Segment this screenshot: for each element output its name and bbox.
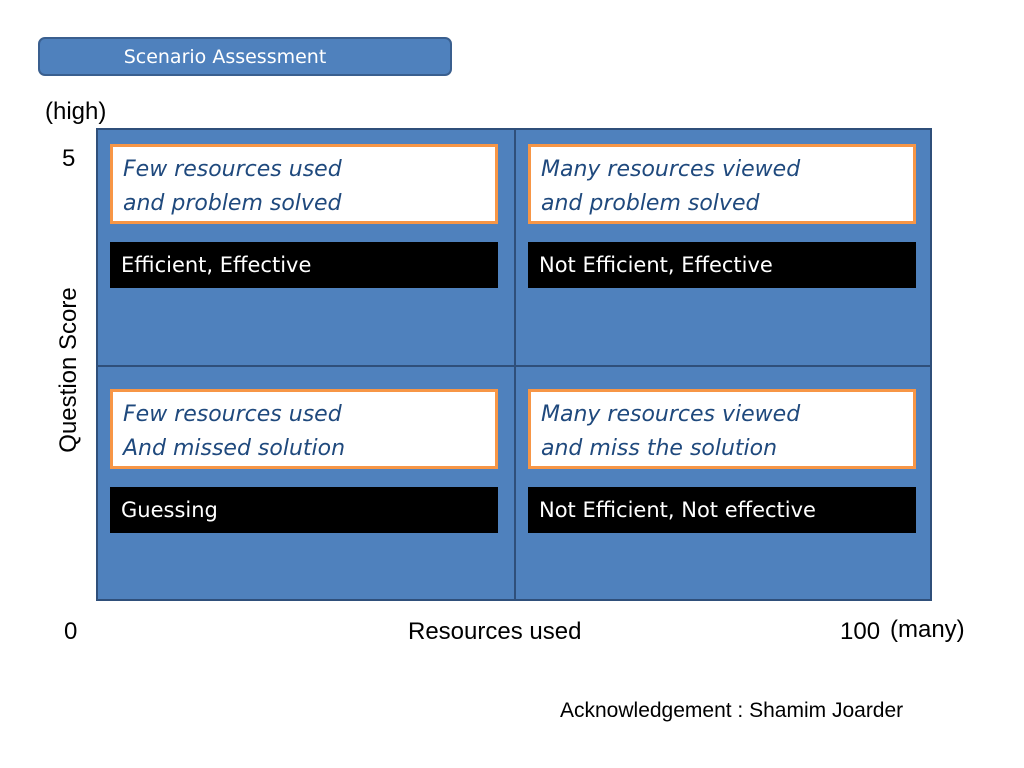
description-line: Few resources used [123, 157, 342, 182]
quadrant-top-left-description [110, 144, 498, 224]
quadrant-bottom-left-description [110, 389, 498, 469]
description-line: and problem solved [123, 191, 342, 216]
description-line: Many resources viewed [541, 402, 801, 427]
diagram-title: Scenario Assessment [38, 37, 452, 76]
acknowledgement-text: Acknowledgement : Shamim Joarder [560, 699, 904, 722]
quadrant-top-left-label: Efficient, Effective [110, 242, 498, 288]
grid-horizontal-divider [98, 365, 930, 367]
quadrant-grid [96, 128, 932, 601]
x-axis-min: 0 [64, 618, 78, 645]
y-axis-max-note: (high) [45, 98, 107, 125]
description-line: Few resources used [123, 402, 342, 427]
x-axis-max-note: (many) [890, 616, 965, 643]
quadrant-top-right-label: Not Efficient, Effective [528, 242, 916, 288]
quadrant-bottom-left-label: Guessing [110, 487, 498, 533]
description-line: and problem solved [541, 191, 760, 216]
description-line: Many resources viewed [541, 157, 801, 182]
x-axis-max: 100 [840, 618, 881, 645]
quadrant-bottom-right-description [528, 389, 916, 469]
description-line: and miss the solution [541, 436, 778, 461]
quadrant-top-right-description [528, 144, 916, 224]
x-axis-label: Resources used [408, 618, 582, 645]
y-axis-label: Question Score [55, 287, 82, 453]
quadrant-bottom-right-label: Not Efficient, Not effective [528, 487, 916, 533]
description-line: And missed solution [123, 436, 346, 461]
y-axis-max: 5 [62, 145, 76, 172]
